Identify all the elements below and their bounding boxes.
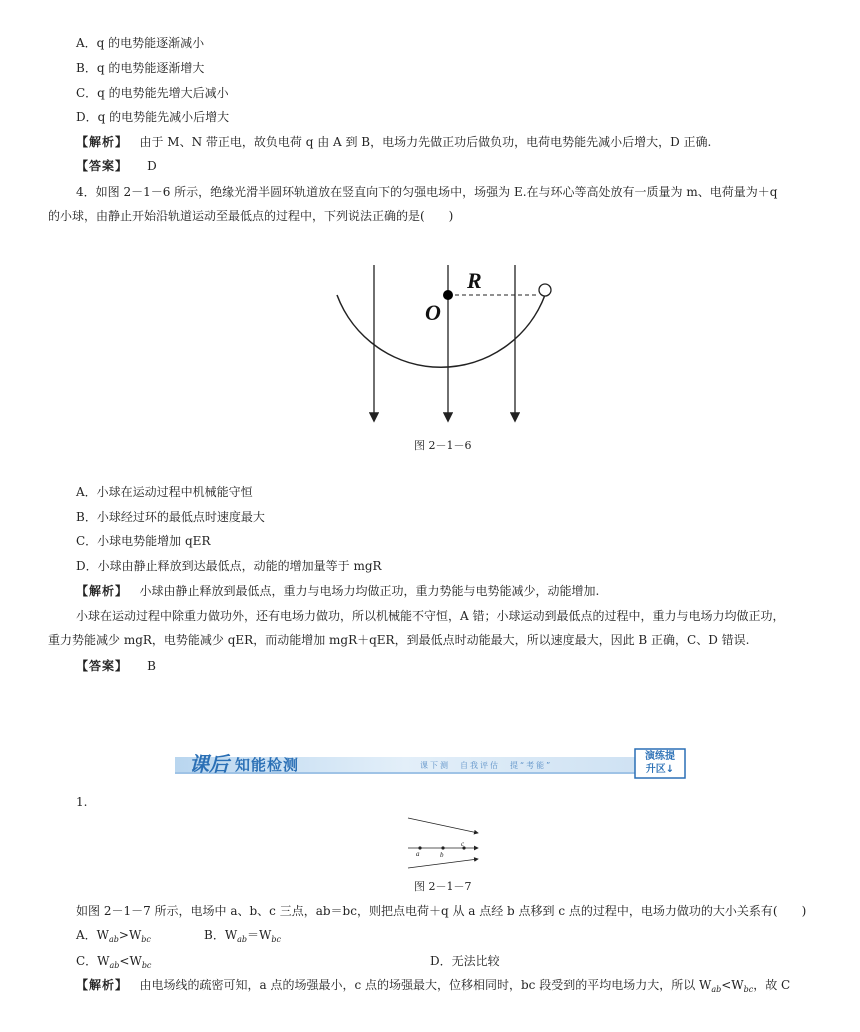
prev-answer [76, 158, 157, 174]
q4-analysis-line2: 小球在运动过程中除重力做功外，还有电场力做功，所以机械能不守恒，A 错；小球运动到最低点的过程中，重力与电场力均做正功， [76, 609, 785, 623]
point-b [441, 846, 444, 849]
q4-option-c: C．小球电势能增加 qER [76, 534, 211, 548]
label-c: c [461, 840, 465, 848]
q4-stem-line1: 4．如图 2－1－6 所示，绝缘光滑半圆环轨道放在竖直向下的匀强电场中，场强为 E.在与环心等高处放有一质量为 m、电荷量为＋q [76, 185, 778, 199]
subscript-bc: bc [271, 935, 281, 944]
q1-analysis [76, 977, 790, 998]
banner-badge [637, 750, 683, 776]
label-b: b [440, 851, 444, 859]
subscript-bc: bc [743, 985, 754, 994]
subscript-ab: ab [109, 935, 119, 944]
subscript-ab: ab [237, 935, 248, 944]
badge-line2 [637, 763, 683, 776]
analysis-tag: 【解析】 [76, 584, 129, 598]
analysis-tag: 【解析】 [76, 135, 129, 149]
analysis-end: ，故 C [753, 978, 791, 992]
q4-analysis [76, 583, 599, 599]
answer-tag: 【答案】 [76, 159, 129, 173]
subscript-ab: ab [711, 985, 722, 994]
analysis-relation: <W [721, 978, 744, 992]
field-line-top [408, 818, 478, 833]
field-line-bottom [408, 859, 478, 868]
figure-caption-2-1-6: 图 2－1－6 [414, 439, 472, 452]
analysis-tag: 【解析】 [76, 978, 129, 992]
figure-2-1-6 [320, 255, 560, 430]
prev-option-d: D．q 的电势能先减小后增大 [76, 110, 230, 124]
subscript-bc: bc [141, 961, 152, 970]
banner-title-rest: 知能检测 [235, 756, 300, 774]
option-b-relation: ＝W [247, 928, 272, 942]
label-O: O [425, 300, 441, 325]
prev-option-b: B．q 的电势能逐渐增大 [76, 61, 205, 75]
q1-option-c [76, 953, 151, 974]
option-c-prefix: C．W [76, 954, 110, 968]
q4-stem-line2: 的小球，由静止开始沿轨道运动至最低点的过程中，下列说法正确的是( ) [48, 209, 454, 223]
subscript-bc: bc [141, 935, 151, 944]
q1-option-b [204, 927, 281, 948]
ball [539, 284, 551, 296]
option-a-prefix: A．W [76, 928, 110, 942]
answer-tag: 【答案】 [76, 659, 129, 673]
label-a: a [416, 850, 420, 858]
subscript-ab: ab [109, 961, 120, 970]
figure-2-1-7 [400, 815, 490, 871]
figure-caption-2-1-7: 图 2－1－7 [414, 880, 472, 893]
answer-value: B [147, 659, 156, 673]
q1-option-a [76, 927, 151, 948]
option-c-relation: <W [119, 954, 142, 968]
q4-option-b: B．小球经过环的最低点时速度最大 [76, 510, 265, 524]
label-R: R [467, 268, 482, 293]
option-a-relation: >W [118, 928, 142, 942]
q4-analysis-line3: 重力势能减少 mgR，电势能减少 qER，而动能增加 mgR＋qER，到最低点时动能最大，所以速度最大，因此 B 正确，C、D 错误. [48, 633, 750, 647]
q1-number: 1. [76, 795, 88, 809]
option-b-prefix: B．W [204, 928, 238, 942]
analysis-text: 由于 M、N 带正电，故负电荷 q 由 A 到 B，电场力先做正功后做负功，电荷电势能先减小后增大，D 正确. [139, 135, 712, 149]
analysis-text: 小球由静止释放到最低点，重力与电场力均做正功，重力势能与电势能减少，动能增加. [139, 584, 600, 598]
prev-analysis [76, 134, 711, 150]
banner-subtitle: 课下测 自我评估 提“考能” [420, 761, 553, 770]
banner-title-big: 课后 [189, 752, 229, 776]
analysis-text: 由电场线的疏密可知，a 点的场强最小，c 点的场强最大，位移相同时，bc 段受到的平均电场力大，所以 W [139, 978, 712, 992]
q1-option-d: D．无法比较 [430, 954, 500, 968]
prev-option-c: C．q 的电势能先增大后减小 [76, 86, 229, 100]
prev-option-a: A．q 的电势能逐渐减小 [76, 36, 205, 50]
q4-answer [76, 658, 156, 674]
semicircle-track [337, 295, 545, 367]
q4-option-d: D．小球由静止释放到达最低点，动能的增加量等于 mgR [76, 559, 382, 573]
down-arrow-icon: ↓ [665, 764, 675, 775]
badge-line1: 演练提 [645, 751, 675, 762]
center-point [443, 290, 453, 300]
section-banner [175, 748, 687, 779]
q4-option-a: A．小球在运动过程中机械能守恒 [76, 485, 253, 499]
badge-line2-text: 升区 [645, 764, 666, 775]
answer-value: D [147, 159, 157, 173]
q1-stem: 如图 2－1－7 所示，电场中 a、b、c 三点，ab＝bc，则把点电荷＋q 从 a 点经 b 点移到 c 点的过程中，电场力做功的大小关系有( ) [76, 904, 807, 918]
